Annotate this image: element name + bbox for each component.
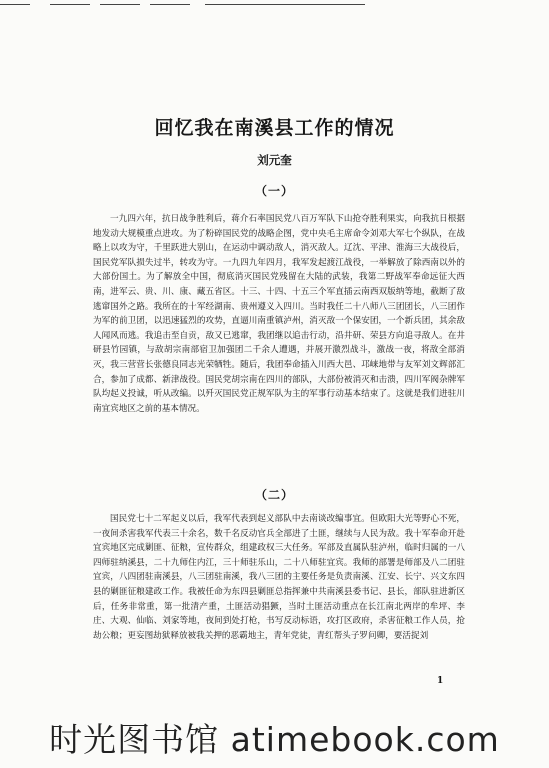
section-paragraph-1: 一九四六年，抗日战争胜利后，蒋介石率国民党八百万军队下山抢夺胜利果实，向我抗日根据地发动大规模重点进攻。为了粉碎国民党的战略企图，党中央毛主席命令刘邓大军七个纵队，在战略上以攻为守，千里跃进大别山，在运动中调动敌人，消灭敌人。辽沈、平津、淮海三大战役后，国民党军队损失过半，转攻为守。一九四九年四月，我军发起渡江战役，一举解放了除西南以外的大部份国土。为了解放全中国，彻底消灭国民党残留在大陆的武装，我第二野战军奉命远征大西南，进军云、贵、川、康、藏五省区。十三、十四、十五三个军直插云南西双版纳等地，截断了敌逃窜国外之路。我所在的十军经湖南、贵州遵义入四川。当时我任二十八师八三团团长，八三团作为军的前卫团，以迅速猛烈的攻势，直逼川南重镇泸州，消灭敌一个保安团，一个新兵团，其余敌人闻风而逃。我追击至自贡，敌又已逃窜，我团继以追击行动，沿井研、荣县方向追寻敌人。在井研县竹园镇，与敌胡宗南部宿卫加强团二千余人遭遇，并展开激烈战斗，激战一夜，将敌全部消灭，我三营营长张德良同志光荣牺牲。随后，我团奉命插入川西大邑、邛崃地带与友军刘文辉部汇合，参加了成都、新津战役。国民党胡宗南在四川的部队，大部份被消灭和击溃，四川军阀杂牌军队均起义投诚，听从改编。以歼灭国民党正规军队为主的军事行动基本结束了。这就是我们进驻川南宜宾地区之前的基本情况。 [93, 214, 465, 414]
section-heading-1: （一） [254, 184, 294, 198]
section-heading-2: （二） [254, 488, 294, 502]
scan-edge-line [0, 4, 30, 5]
watermark-banner: 时光图书馆 atimebook.com [49, 720, 500, 759]
scan-edge-line [100, 4, 140, 5]
article-title: 回忆我在南溪县工作的情况 [154, 117, 395, 139]
scan-edge-line [50, 4, 90, 5]
section-paragraph-2: 国民党七十二军起义以后，我军代表到起义部队中去南谈改编事宜。但欧阳大光等野心不死，一夜间杀害我军代表三十余名，数千名反动官兵全部进了土匪，继续与人民为敌。我十军奉命开赴宜宾地区完成剿匪、征粮，宣传群众，组建政权三大任务。军部及直属队驻泸州，临时归属的一八四师驻纳溪县，二十九师住内江，三十师驻乐山，二十八师驻宜宾。我师的部署是师部及八二团驻宜宾，八四团驻南溪县，八三团驻南溪，我八三团的主要任务是负责南溪、江安、长宁、兴文东四县的剿匪征粮建政工作。我被任命为东四县剿匪总指挥兼中共南溪县委书记、县长，部队驻进新区后，任务非常重，第一批清产重，土匪活动猖獗，当时土匪活动重点在长江南北两岸的牟坪、李庄、大观、仙临、刘家等地，夜间到处打枪，书写反动标语，攻打区政府，杀害征粮工作人员，抢劫公粮；更妄图劫狱释放被我关押的恶霸地主，青年党徒，青红帮头子罗问卿，要活捉刘 [93, 514, 465, 641]
scan-edge-line [150, 4, 190, 5]
page-number: 1 [437, 676, 444, 686]
scan-edge-line [205, 4, 365, 5]
author-name: 刘元奎 [257, 153, 292, 167]
